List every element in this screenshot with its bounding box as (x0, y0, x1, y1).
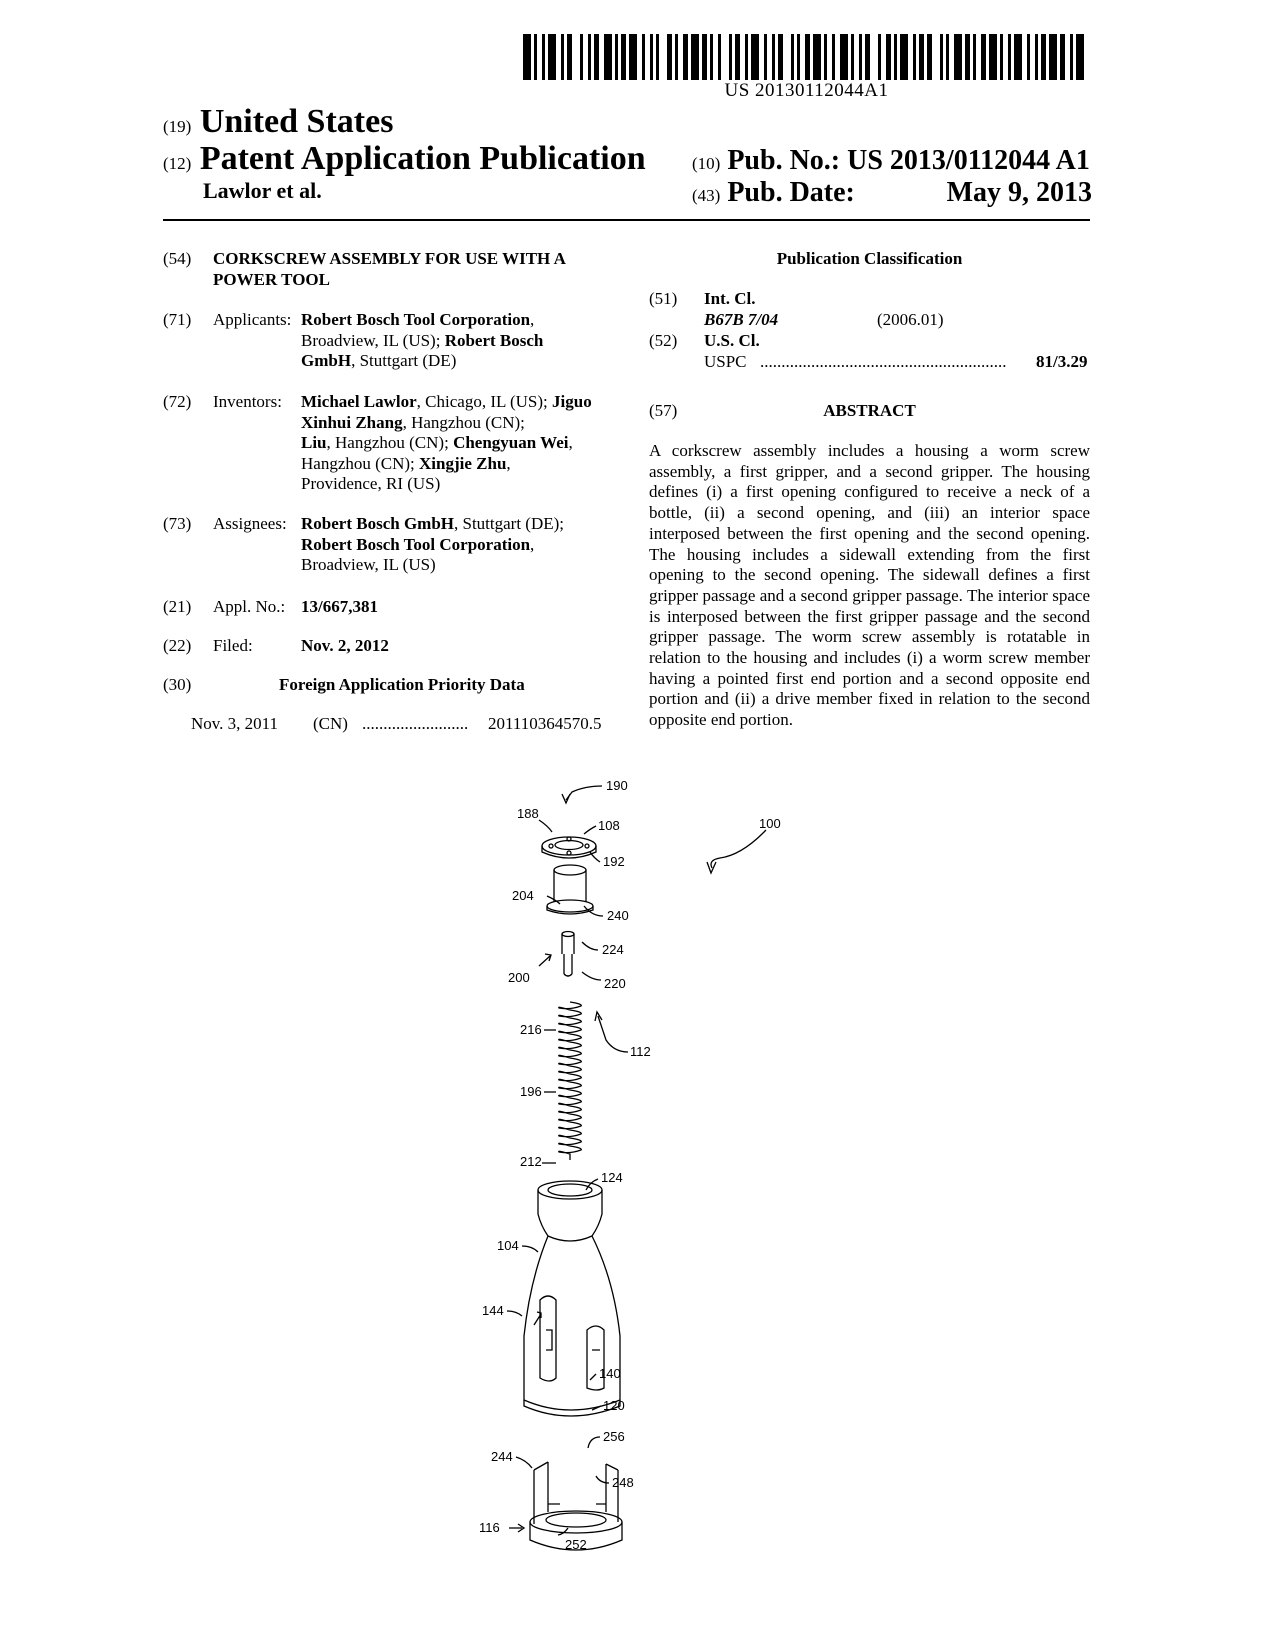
ref-label: 188 (517, 806, 539, 821)
applicant-1: Robert Bosch Tool Corporation (301, 310, 531, 329)
foreign-title: Foreign Application Priority Data (279, 675, 525, 694)
inventor-sep: , (568, 433, 573, 452)
applicant-2: Robert Bosch (444, 330, 544, 350)
ref-label: 120 (603, 1398, 625, 1413)
assignee-sep: , (530, 534, 535, 554)
ref-label: 244 (491, 1449, 513, 1464)
applicants-label: Applicants: (213, 310, 292, 329)
filed-label: Filed: (213, 636, 253, 655)
foreign-country: (CN) (313, 714, 348, 733)
intcl-code: (51) (649, 289, 678, 308)
ref-label: 190 (606, 778, 628, 793)
ref-label: 112 (630, 1044, 651, 1059)
type-code: (12) (163, 154, 192, 173)
foreign-number: 201110364570.5 (488, 714, 602, 733)
ref-label: 204 (512, 888, 534, 903)
inventor-name: Xingjie Zhu (419, 453, 507, 473)
applicant-2-cont: GmbH (301, 351, 352, 370)
ref-label: 192 (603, 854, 625, 869)
uspc-value: 81/3.29 (1036, 352, 1088, 371)
pubno-code: (10) (692, 154, 721, 173)
title-line1: CORKSCREW ASSEMBLY FOR USE WITH A (213, 249, 566, 268)
doc-type: Patent Application Publication (199, 140, 646, 177)
inventor-name: Jiguo (552, 392, 592, 411)
ref-label: 240 (607, 908, 629, 923)
pubno-value: US 2013/0112044 A1 (847, 145, 1090, 176)
uscl-label: U.S. Cl. (704, 331, 760, 350)
appl-label: Appl. No.: (213, 597, 286, 616)
foreign-dots: ......................... (362, 714, 469, 733)
ref-label: 212 (520, 1154, 542, 1169)
inventor-loc: , Chicago, IL (US); (416, 392, 553, 411)
uscl-code: (52) (649, 331, 678, 350)
inventors-label: Inventors: (213, 392, 282, 411)
applicant-1-loc: Broadview, IL (US); (301, 330, 445, 350)
uspc-dots: .......................................................... (760, 352, 1007, 371)
inventor-loc: Hangzhou (CN); (301, 453, 420, 473)
ref-label: 144 (482, 1303, 504, 1318)
foreign-code: (30) (163, 675, 192, 694)
pubdate-code: (43) (692, 186, 721, 205)
title-line2: POWER TOOL (213, 269, 330, 289)
ref-label: 220 (604, 976, 626, 991)
applicant-1-sep: , (530, 310, 535, 329)
ref-label: 200 (508, 970, 530, 985)
assignee-name: Robert Bosch Tool Corporation (301, 534, 531, 554)
worm-screw (559, 1002, 582, 1160)
filed-code: (22) (163, 636, 192, 655)
foreign-date: Nov. 3, 2011 (191, 714, 279, 733)
intcl-class: B67B 7/04 (704, 310, 779, 329)
filed-value: Nov. 2, 2012 (301, 636, 389, 655)
appl-value: 13/667,381 (301, 597, 378, 616)
abstract-code: (57) (649, 401, 678, 420)
inventor-name: Michael Lawlor (301, 392, 417, 411)
pubdate-label: Pub. Date: (727, 177, 855, 208)
inventor-name: Liu (301, 433, 327, 452)
abstract-title: ABSTRACT (823, 401, 916, 420)
ref-label: 196 (520, 1084, 542, 1099)
applicant-2-loc: , Stuttgart (DE) (351, 351, 457, 370)
ref-label: 100 (759, 816, 781, 831)
applicants-code: (71) (163, 310, 192, 329)
ref-label: 108 (598, 818, 620, 833)
intcl-year: (2006.01) (877, 310, 944, 329)
inventor-loc: , Hangzhou (CN); (326, 433, 454, 452)
assignee-loc: , Stuttgart (DE); (454, 514, 565, 533)
country-code: (19) (163, 117, 192, 136)
pubno-label: Pub. No.: (727, 145, 841, 176)
country: United States (199, 103, 394, 140)
inventor-name: Chengyuan Wei (453, 433, 569, 452)
title-code: (54) (163, 249, 192, 268)
ref-label: 140 (599, 1366, 621, 1381)
classification-title: Publication Classification (776, 249, 963, 268)
assignee-name: Robert Bosch GmbH (301, 514, 454, 533)
pubdate-value: May 9, 2013 (946, 177, 1092, 208)
ref-label: 216 (520, 1022, 542, 1037)
assignees-code: (73) (163, 514, 192, 533)
appl-code: (21) (163, 597, 192, 616)
uspc-label: USPC (704, 352, 747, 371)
inventor-loc: Providence, RI (US) (301, 474, 441, 493)
ref-label: 256 (603, 1429, 625, 1444)
ref-label: 104 (497, 1238, 519, 1253)
barcode-number: US 20130112044A1 (724, 80, 889, 101)
assignees-label: Assignees: (213, 514, 287, 533)
intcl-label: Int. Cl. (704, 289, 756, 308)
abstract-text: A corkscrew assembly includes a housing a worm screw assembly, a first gripper, and a second gripper. The housing defines (i) a first opening configured to receive a neck of a bottle, (ii) a second opening, and (iii) an interior space interposed between the first opening and the second opening. The housing includes a sidewall extending from the first opening to the second opening. The sidewall defines a first gripper passage and a second gripper passage. The interior space is interposed between the first gripper passage and the second gripper passage. The worm screw assembly is rotatable in relation to the housing and includes (i) a worm screw member having a pointed first end portion and a second opposite end portion and (ii) a drive member fixed in relation to the second opposite end portion. (649, 441, 1090, 730)
ref-label: 124 (601, 1170, 623, 1185)
authors: Lawlor et al. (203, 178, 322, 203)
assignee-loc: Broadview, IL (US) (301, 555, 436, 574)
inventor-loc: , Hangzhou (CN); (402, 412, 525, 432)
ref-label: 252 (565, 1537, 587, 1552)
ref-label: 224 (602, 942, 624, 957)
ref-label: 116 (479, 1520, 500, 1535)
inventor-sep: , (506, 453, 511, 473)
inventors-code: (72) (163, 392, 192, 411)
inventor-name: Xinhui Zhang (301, 412, 403, 432)
ref-label: 248 (612, 1475, 634, 1490)
